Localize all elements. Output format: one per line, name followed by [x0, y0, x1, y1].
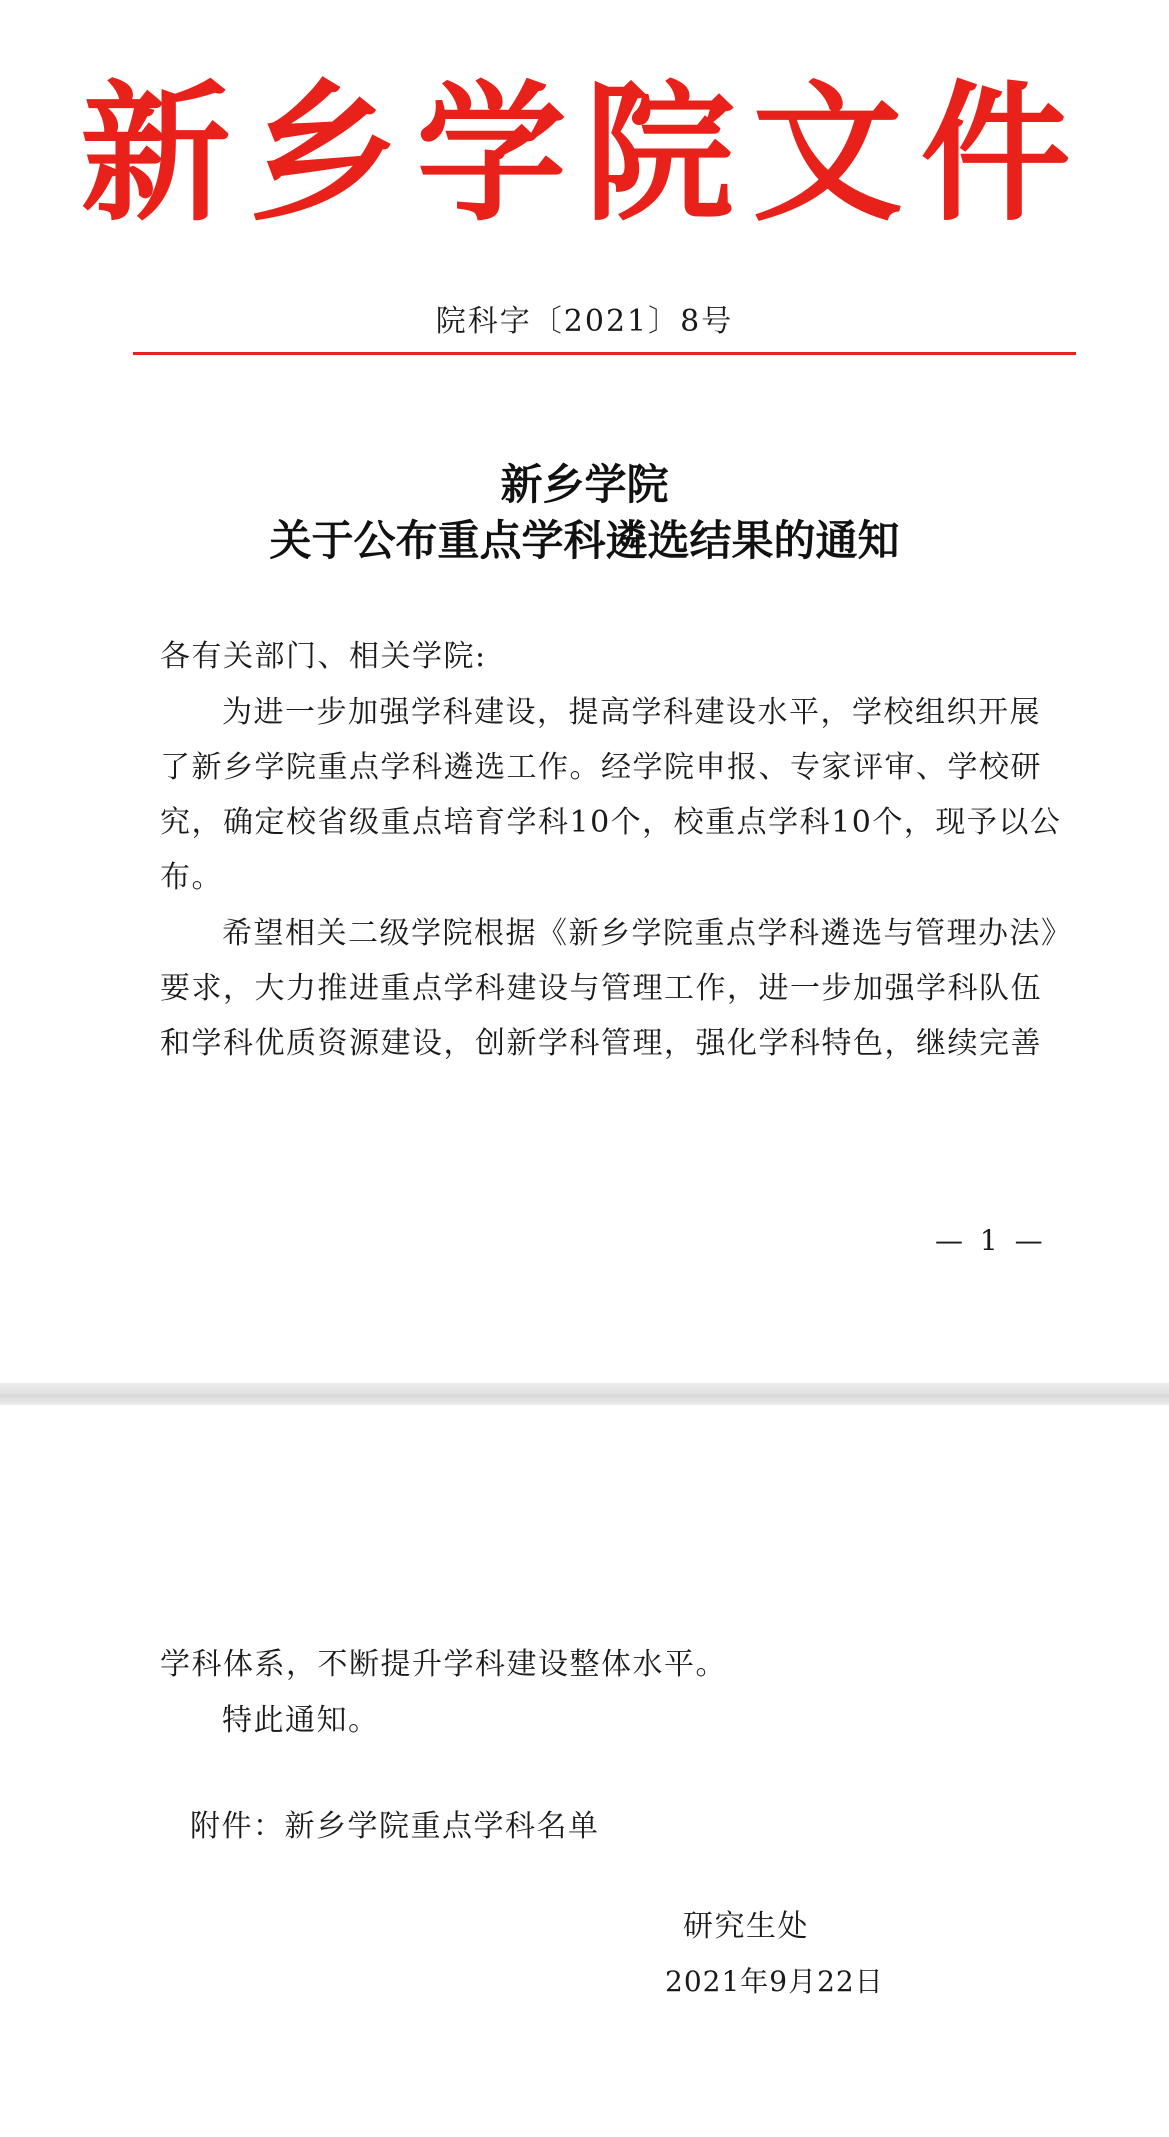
document-page-2 [0, 1405, 1169, 2137]
paragraph-2-line-2: 要求，大力推进重点学科建设与管理工作，进一步加强学科队伍 [160, 971, 1042, 1006]
title-line-1: 新乡学院 [500, 460, 669, 509]
salutation: 各有关部门、相关学院: [160, 639, 487, 674]
page-number: — 1 — [935, 1224, 1047, 1257]
document-number: 院科字〔2021〕8号 [435, 304, 734, 339]
paragraph-2-line-4: 学科体系，不断提升学科建设整体水平。 [160, 1647, 727, 1682]
signature-office: 研究生处 [683, 1909, 809, 1944]
red-divider-line [133, 352, 1076, 355]
paragraph-1-line-2: 了新乡学院重点学科遴选工作。经学院申报、专家评审、学校研 [160, 750, 1042, 785]
closing-text: 特此通知。 [222, 1703, 380, 1738]
title-line-2: 关于公布重点学科遴选结果的通知 [269, 516, 900, 565]
paragraph-2-line-1: 希望相关二级学院根据《新乡学院重点学科遴选与管理办法》 [222, 916, 1073, 951]
attachment-line: 附件：新乡学院重点学科名单 [190, 1809, 600, 1844]
masthead: 新乡学院文件 [80, 68, 1089, 242]
paragraph-1-line-4: 布。 [160, 860, 223, 895]
paragraph-1-line-1: 为进一步加强学科建设，提高学科建设水平，学校组织开展 [222, 695, 1041, 730]
page-separator [0, 1383, 1169, 1405]
paragraph-1-line-3: 究，确定校省级重点培育学科10个，校重点学科10个，现予以公 [160, 805, 1062, 840]
issue-date: 2021年9月22日 [665, 1965, 884, 1998]
paragraph-2-line-3: 和学科优质资源建设，创新学科管理，强化学科特色，继续完善 [160, 1026, 1042, 1061]
